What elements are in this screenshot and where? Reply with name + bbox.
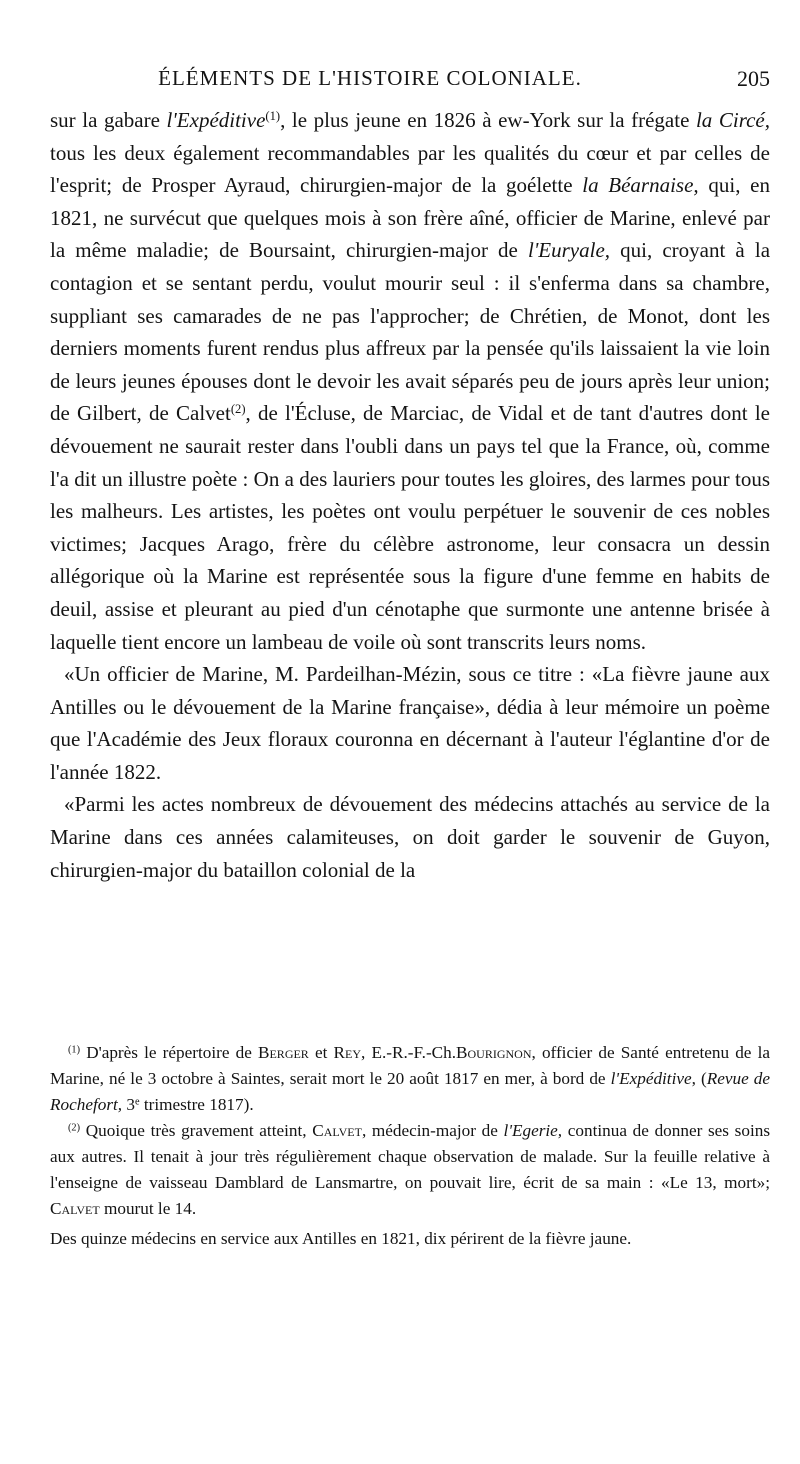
author-name: Berger bbox=[258, 1043, 309, 1062]
ship-name: l'Euryale, bbox=[527, 238, 611, 263]
page-number: 205 bbox=[737, 66, 770, 91]
text-run: Quoique très gravement atteint, bbox=[80, 1121, 313, 1140]
running-title: ÉLÉMENTS DE L'HISTOIRE COLONIALE. bbox=[158, 66, 582, 90]
person-name: Bourignon bbox=[456, 1043, 532, 1062]
text-run: , E.-R.-F.-Ch. bbox=[361, 1043, 457, 1062]
text-run: qui, en 1821, ne survécut que quelques mois à son frère aîné, officier de Marine, enlevé par la même maladie; de Boursaint, chirurgien-major de bbox=[50, 173, 771, 263]
text-run: 3 bbox=[122, 1095, 135, 1114]
text-run: qui, croyant à la contagion et se sentant perdu, voulut mourir seul : il s'enferma dans sa chambre, suppliant ses camarades de ne pas l'approcher; de Chrétien, de Monot, dont les derniers moments furent rendus plus affreux par la pensée qu'ils laissaient la vie loin de leurs jeunes épouses dont le devoir les avait séparés peu de jours après leur union; de Gilbert, de Calvet bbox=[50, 238, 771, 426]
footnote-ref-1: (1) bbox=[265, 109, 281, 124]
text-run: trimestre 1817). bbox=[139, 1095, 254, 1114]
person-name: Calvet bbox=[50, 1199, 100, 1218]
ship-name: l'Expéditive bbox=[610, 1069, 692, 1088]
paragraph-3: «Parmi les actes nombreux de dévouement des médecins attachés au service de la Marine dans ces années calamiteuses, on doit garder le souvenir de Guyon, chirurgien-major du bataillon colonial de la bbox=[50, 792, 770, 882]
ordinal-suffix: e bbox=[134, 1096, 140, 1108]
text-run: D'après le répertoire de bbox=[80, 1043, 259, 1062]
footnote-addendum: Des quinze médecins en service aux Antilles en 1821, dix périrent de la fièvre jaune. bbox=[50, 1229, 632, 1248]
text-run: , le plus jeune en 1826 à ew-York sur la frégate bbox=[280, 108, 696, 132]
text-run: tous les deux également recommandables par les qualités du cœur et par celles de l'esprit; de Prosper Ayraud, chirurgien-major de la goélette bbox=[50, 140, 770, 198]
text-run: , ( bbox=[691, 1069, 707, 1088]
text-run: , médecin-major de bbox=[361, 1121, 504, 1140]
text-run: et bbox=[308, 1043, 334, 1062]
text-run: , officier de Santé entretenu de la Marine, né le 3 octobre à Saintes, serait mort le 20 août 1817 en mer, à bord de bbox=[50, 1043, 770, 1088]
paragraph-1 bbox=[50, 104, 770, 658]
page-header bbox=[50, 66, 770, 106]
text-run: mourut le 14. bbox=[99, 1199, 197, 1218]
text-run: sur la gabare bbox=[50, 108, 167, 132]
ship-name: l'Expéditive bbox=[166, 108, 266, 132]
ship-name: la Circé, bbox=[695, 108, 770, 132]
ship-name: l'Egerie, bbox=[503, 1121, 563, 1140]
paragraph-2: «Un officier de Marine, M. Pardeilhan-Mézin, sous ce titre : «La fièvre jaune aux Antilles ou le dévouement de la Marine française», dédia à leur mémoire un poème que l'Académie des Jeux floraux couronna en décernant à l'auteur l'églantine d'or de l'année 1822. bbox=[50, 662, 770, 784]
footnote-1 bbox=[50, 1040, 770, 1118]
footnote-mark: (2) bbox=[68, 1122, 81, 1134]
footnote-mark: (1) bbox=[68, 1044, 81, 1056]
person-name: Calvet bbox=[312, 1121, 362, 1140]
footnotes bbox=[50, 1040, 770, 1252]
text-run: , de l'Écluse, de Marciac, de Vidal et de tant d'autres dont le dévouement ne saurait rester dans l'oubli dans un pays tel que la France, où, comme l'a dit un illustre poète : On a des lauriers pour toutes les gloires, des larmes pour tous les malheurs. Les artistes, les poètes ont voulu perpétuer le souvenir de ces nobles victimes; Jacques Arago, frère du célèbre astronome, leur consacra un dessin allégorique où la Marine est représentée sous la figure d'une femme en habits de deuil, assise et pleurant au pied d'un cénotaphe que surmonte une antenne brisée à laquelle tient encore un lambeau de voile où sont transcrits leurs noms. bbox=[50, 401, 770, 654]
text-run: continua de donner ses soins aux autres. Il tenait à jour très régulièrement chaque observation de malade. Sur la feuille relative à l'enseigne de vaisseau Damblard de Lansmartre, on pouvait lire, écrit de sa main : «Le 13, mort»; bbox=[50, 1121, 771, 1192]
footnote-2 bbox=[50, 1118, 770, 1222]
main-text bbox=[50, 104, 770, 886]
author-name: Rey bbox=[333, 1043, 362, 1062]
publication-title: Revue de Rochefort, bbox=[50, 1069, 770, 1114]
ship-name: la Béarnaise, bbox=[582, 173, 699, 198]
footnote-ref-2: (2) bbox=[230, 402, 246, 417]
